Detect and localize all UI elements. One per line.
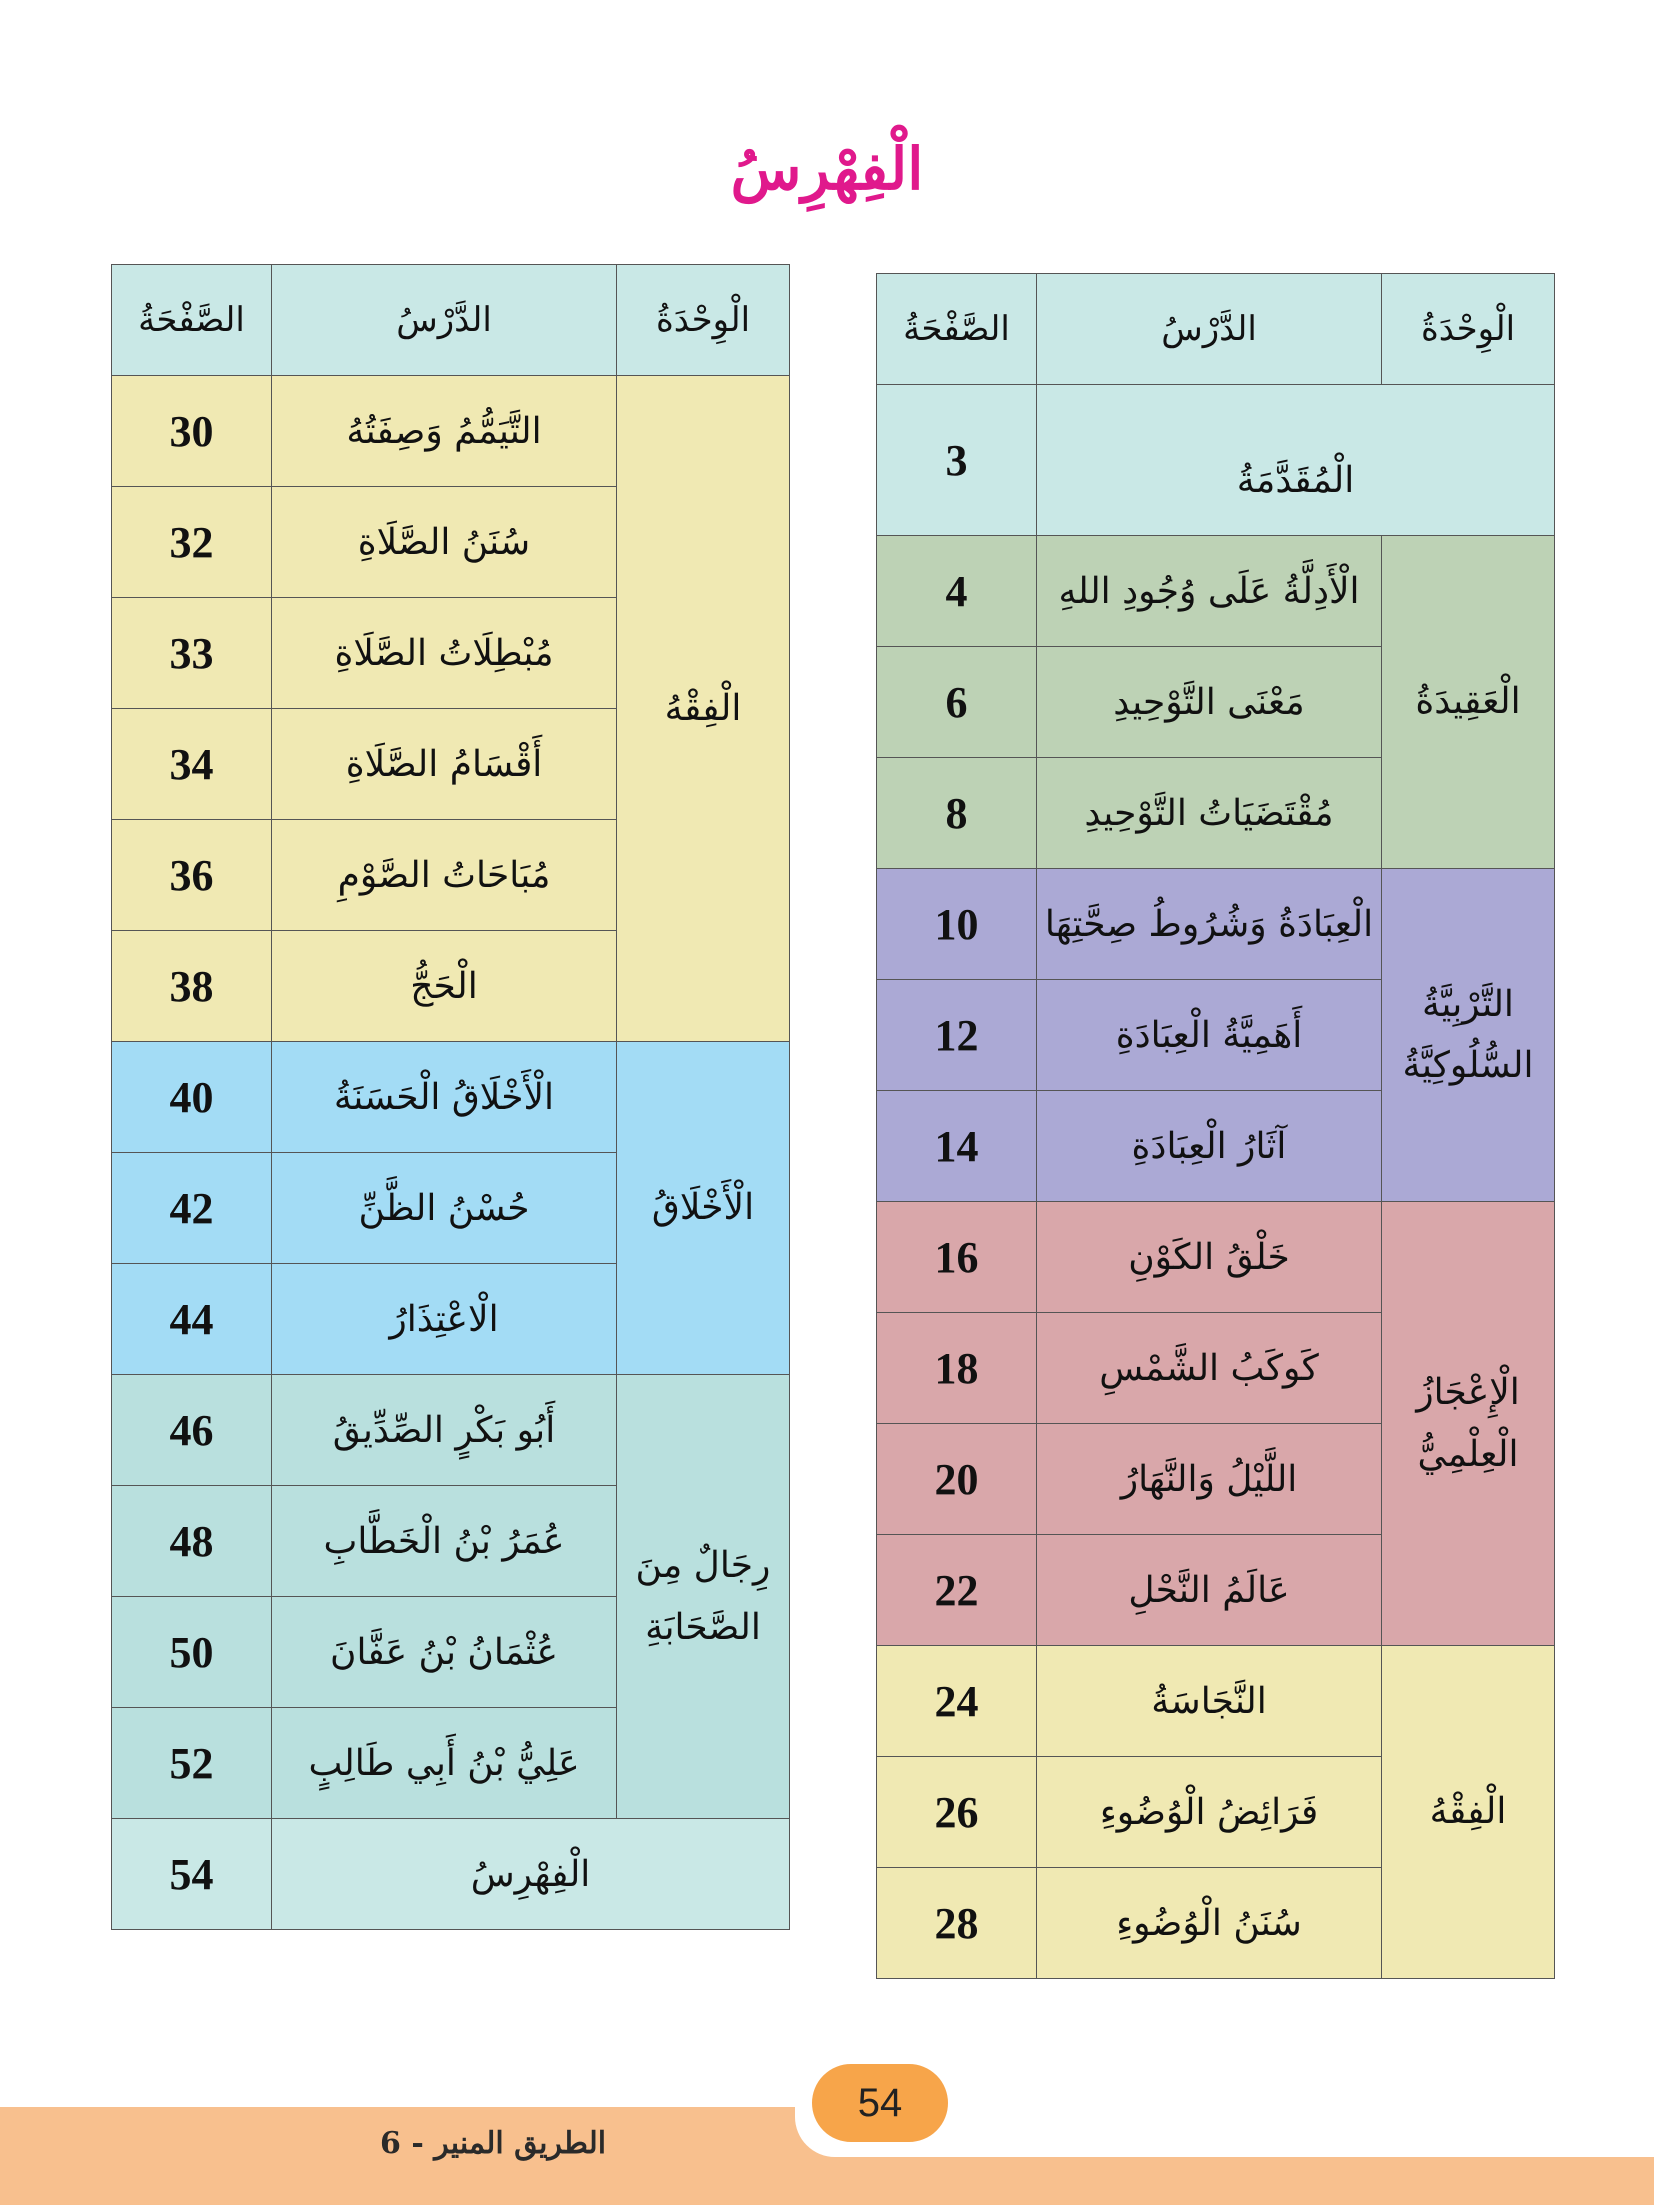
lesson-cell: خَلْقُ الكَوْنِ (1037, 1202, 1382, 1313)
unit-cell: رِجَالٌ مِنَ الصَّحَابَةِ (617, 1375, 790, 1819)
unit-cell: التَّرْبِيَّةُ السُّلُوكِيَّةُ (1382, 869, 1555, 1202)
lesson-cell: الْعِبَادَةُ وَشُرُوطُ صِحَّتِهَا (1037, 869, 1382, 980)
lesson-cell: مُبْطِلَاتُ الصَّلَاةِ (272, 598, 617, 709)
lesson-cell: أَقْسَامُ الصَّلَاةِ (272, 709, 617, 820)
lesson-cell: عَالَمُ النَّحْلِ (1037, 1535, 1382, 1646)
lesson-cell: سُنَنُ الْوُضُوءِ (1037, 1868, 1382, 1979)
page-number-cell: 44 (112, 1264, 272, 1375)
page-number-cell: 3 (877, 385, 1037, 536)
lesson-cell: مُقْتَضَيَاتُ التَّوْحِيدِ (1037, 758, 1382, 869)
lesson-cell: حُسْنُ الظَّنِّ (272, 1153, 617, 1264)
toc-table-left (111, 264, 790, 1930)
page-number-cell: 28 (877, 1868, 1037, 1979)
book-name: الطريق المنير - 6 (380, 2126, 607, 2161)
lesson-cell: الْفِهْرِسُ (272, 1819, 790, 1930)
header-page: الصَّفْحَةُ (112, 265, 272, 376)
lesson-cell: الْحَجُّ (272, 931, 617, 1042)
page-number-cell: 36 (112, 820, 272, 931)
page-number-cell: 26 (877, 1757, 1037, 1868)
page-number-cell: 4 (877, 536, 1037, 647)
page-number-cell: 8 (877, 758, 1037, 869)
page-number-cell: 52 (112, 1708, 272, 1819)
toc-table-right (876, 273, 1555, 1979)
page-number-cell: 46 (112, 1375, 272, 1486)
table-row-outro (112, 1819, 790, 1930)
header-page: الصَّفْحَةُ (877, 274, 1037, 385)
header-unit: الْوِحْدَةُ (1382, 274, 1555, 385)
page-number-cell: 24 (877, 1646, 1037, 1757)
lesson-cell: مُبَاحَاتُ الصَّوْمِ (272, 820, 617, 931)
lesson-cell: النَّجَاسَةُ (1037, 1646, 1382, 1757)
table-row-intro (877, 385, 1555, 536)
page-number-cell: 54 (112, 1819, 272, 1930)
lesson-cell: عُثْمَانُ بْنُ عَفَّانَ (272, 1597, 617, 1708)
lesson-cell: مَعْنَى التَّوْحِيدِ (1037, 647, 1382, 758)
unit-cell: الْفِقْهُ (617, 376, 790, 1042)
lesson-cell: عُمَرُ بْنُ الْخَطَّابِ (272, 1486, 617, 1597)
header-unit: الْوِحْدَةُ (617, 265, 790, 376)
lesson-cell: الْأَخْلَاقُ الْحَسَنَةُ (272, 1042, 617, 1153)
table-row (877, 536, 1555, 647)
page-number-cell: 10 (877, 869, 1037, 980)
lesson-cell: الْأَدِلَّةُ عَلَى وُجُودِ اللهِ (1037, 536, 1382, 647)
page-number-cell: 6 (877, 647, 1037, 758)
lesson-cell: اللَّيْلُ وَالنَّهَارُ (1037, 1424, 1382, 1535)
page-number-cell: 34 (112, 709, 272, 820)
page-number-cell: 18 (877, 1313, 1037, 1424)
unit-cell: الْفِقْهُ (1382, 1646, 1555, 1979)
unit-cell: الْإِعْجَازُ الْعِلْمِيُّ (1382, 1202, 1555, 1646)
header-lesson: الدَّرْسُ (1037, 274, 1382, 385)
unit-cell: الْأَخْلَاقُ (617, 1042, 790, 1375)
unit-cell: الْعَقِيدَةُ (1382, 536, 1555, 869)
page-number-cell: 48 (112, 1486, 272, 1597)
page-number-cell: 42 (112, 1153, 272, 1264)
page-number-cell: 33 (112, 598, 272, 709)
lesson-cell: أَهَمِيَّةُ الْعِبَادَةِ (1037, 980, 1382, 1091)
page-number-cell: 20 (877, 1424, 1037, 1535)
page-number-cell: 22 (877, 1535, 1037, 1646)
lesson-cell: سُنَنُ الصَّلَاةِ (272, 487, 617, 598)
page-number-badge: 54 (806, 2058, 954, 2148)
table-row (112, 1042, 790, 1153)
page-number-cell: 50 (112, 1597, 272, 1708)
page-number-cell: 12 (877, 980, 1037, 1091)
page-number-cell: 30 (112, 376, 272, 487)
lesson-cell: عَلِيُّ بْنُ أَبِي طَالِبٍ (272, 1708, 617, 1819)
lesson-cell: الْمُقَدَّمَةُ (1037, 385, 1555, 536)
page-number-cell: 38 (112, 931, 272, 1042)
lesson-cell: آثَارُ الْعِبَادَةِ (1037, 1091, 1382, 1202)
page-title: الْفِهْرِسُ (730, 135, 924, 203)
table-header-row (877, 274, 1555, 385)
table-row (877, 869, 1555, 980)
table-row (112, 1375, 790, 1486)
lesson-cell: التَّيَمُّمُ وَصِفَتُهُ (272, 376, 617, 487)
table-row (877, 1646, 1555, 1757)
table-row (877, 1202, 1555, 1313)
lesson-cell: فَرَائِضُ الْوُضُوءِ (1037, 1757, 1382, 1868)
page-number-cell: 14 (877, 1091, 1037, 1202)
table-header-row (112, 265, 790, 376)
header-lesson: الدَّرْسُ (272, 265, 617, 376)
table-row (112, 376, 790, 487)
footer-bar-lower (795, 2157, 1654, 2205)
page-number-cell: 16 (877, 1202, 1037, 1313)
lesson-cell: كَوكَبُ الشَّمْسِ (1037, 1313, 1382, 1424)
lesson-cell: الْاعْتِذَارُ (272, 1264, 617, 1375)
page-number-cell: 32 (112, 487, 272, 598)
lesson-cell: أَبُو بَكْرٍ الصِّدِّيقُ (272, 1375, 617, 1486)
page-number-cell: 40 (112, 1042, 272, 1153)
